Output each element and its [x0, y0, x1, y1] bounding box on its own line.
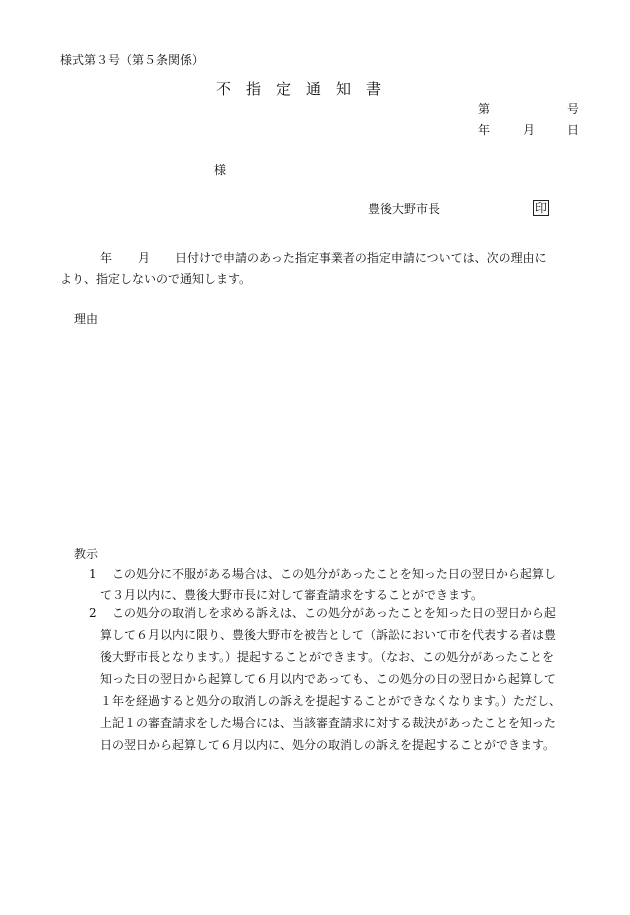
instruction-item-line: て３月以内に、豊後大野市長に対して審査請求をすることができます。 [100, 588, 484, 602]
body-year: 年 [100, 251, 113, 265]
document-title: 不 指 定 通 知 書 [216, 80, 382, 98]
date-day: 日 [567, 123, 580, 137]
seal-text: 印 [535, 201, 548, 215]
instruction-item-line: 後大野市長となります。）提起することができます。（なお、この処分があったことを [100, 650, 554, 664]
instruction-item-line: この処分の取消しを求める訴えは、この処分があったことを知った日の翌日から起 [112, 606, 556, 620]
body-line2: より、指定しないので通知します。 [60, 272, 252, 286]
instruction-item-line: 上記１の審査請求をした場合には、当該審査請求に対する裁決があったことを知った [100, 716, 556, 730]
body-line1: 日付けで申請のあった指定事業者の指定申請については、次の理由に [175, 251, 547, 265]
instruction-item-line: １年を経過すると処分の取消しの訴えを提起することができなくなります。）ただし、 [100, 694, 562, 708]
instruction-item-number: 2 [89, 606, 97, 620]
number-suffix: 号 [567, 102, 580, 116]
instruction-item-number: 1 [89, 567, 97, 581]
date-month: 月 [523, 123, 536, 137]
issuer-name: 豊後大野市長 [368, 202, 441, 216]
seal-mark [533, 200, 549, 216]
addressee-suffix: 様 [214, 163, 227, 177]
instruction-item-line: 日の翌日から起算して６月以内に、処分の取消しの訴えを提起することができます。 [100, 738, 556, 752]
body-month: 月 [138, 251, 151, 265]
instruction-heading: 教示 [74, 547, 99, 561]
instruction-item-line: 算して６月以内に限り、豊後大野市を被告として（訴訟において市を代表する者は豊 [100, 628, 557, 642]
reason-label: 理由 [74, 312, 99, 326]
instruction-item-line: この処分に不服がある場合は、この処分があったことを知った日の翌日から起算し [112, 567, 556, 581]
instruction-item-line: 知った日の翌日から起算して６月以内であっても、この処分の日の翌日から起算して [100, 672, 556, 686]
number-prefix: 第 [478, 102, 491, 116]
date-year: 年 [478, 123, 491, 137]
form-label: 様式第３号（第５条関係） [60, 53, 205, 67]
